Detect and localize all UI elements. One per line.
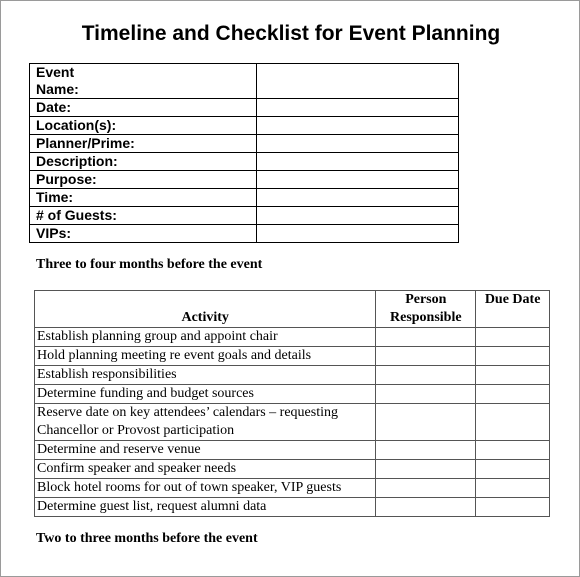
table-row (35, 328, 550, 347)
table-row (35, 460, 550, 479)
info-row-planner (30, 135, 459, 153)
event-info-table (29, 63, 459, 243)
info-row-guests (30, 207, 459, 225)
table-row (35, 385, 550, 404)
info-label-time: Time: (30, 189, 257, 207)
info-label-purpose: Purpose: (30, 171, 257, 189)
info-label-vips: VIPs: (30, 225, 257, 243)
person-responsible-cell[interactable] (376, 404, 476, 441)
table-row (35, 404, 550, 441)
due-date-cell[interactable] (476, 366, 550, 385)
person-responsible-cell[interactable] (376, 460, 476, 479)
activity-cell: Hold planning meeting re event goals and details (35, 347, 376, 366)
due-date-cell[interactable] (476, 441, 550, 460)
table-row (35, 366, 550, 385)
section-heading-two-to-three-months: Two to three months before the event (36, 531, 258, 546)
person-responsible-cell[interactable] (376, 328, 476, 347)
table-row (35, 441, 550, 460)
info-label-planner: Planner/Prime: (30, 135, 257, 153)
activity-cell: Determine and reserve venue (35, 441, 376, 460)
info-value-purpose[interactable] (257, 171, 459, 189)
info-value-planner[interactable] (257, 135, 459, 153)
column-header-activity: Activity (35, 291, 376, 328)
due-date-cell[interactable] (476, 479, 550, 498)
checklist-header-row (35, 291, 550, 328)
info-value-vips[interactable] (257, 225, 459, 243)
table-row (35, 498, 550, 517)
person-responsible-cell[interactable] (376, 366, 476, 385)
info-row-description (30, 153, 459, 171)
activity-cell: Confirm speaker and speaker needs (35, 460, 376, 479)
info-label-description: Description: (30, 153, 257, 171)
info-row-date (30, 99, 459, 117)
info-label-event-name (30, 64, 257, 99)
person-responsible-cell[interactable] (376, 347, 476, 366)
checklist-table (34, 290, 550, 517)
info-label-location: Location(s): (30, 117, 257, 135)
activity-cell: Reserve date on key attendees’ calendars – requesting Chancellor or Provost participation (35, 404, 376, 441)
info-value-description[interactable] (257, 153, 459, 171)
activity-cell: Determine guest list, request alumni data (35, 498, 376, 517)
document-title: Timeline and Checklist for Event Planning (81, 22, 501, 45)
person-responsible-text: Person Responsible (390, 292, 462, 325)
due-date-cell[interactable] (476, 404, 550, 441)
info-value-event-name[interactable] (257, 64, 459, 99)
info-value-date[interactable] (257, 99, 459, 117)
due-date-cell[interactable] (476, 347, 550, 366)
info-row-location (30, 117, 459, 135)
due-date-cell[interactable] (476, 498, 550, 517)
person-responsible-cell[interactable] (376, 498, 476, 517)
due-date-cell[interactable] (476, 385, 550, 404)
info-label-guests: # of Guests: (30, 207, 257, 225)
activity-cell: Determine funding and budget sources (35, 385, 376, 404)
activity-cell: Establish planning group and appoint chair (35, 328, 376, 347)
activity-cell: Block hotel rooms for out of town speaker, VIP guests (35, 479, 376, 498)
column-header-person-responsible (376, 291, 476, 328)
due-date-cell[interactable] (476, 460, 550, 479)
person-responsible-cell[interactable] (376, 385, 476, 404)
person-responsible-cell[interactable] (376, 441, 476, 460)
info-row-vips (30, 225, 459, 243)
person-responsible-cell[interactable] (376, 479, 476, 498)
info-row-time (30, 189, 459, 207)
section-heading-three-to-four-months: Three to four months before the event (36, 257, 263, 272)
info-row-purpose (30, 171, 459, 189)
info-value-location[interactable] (257, 117, 459, 135)
info-label-text: Event Name: (36, 64, 79, 97)
table-row (35, 347, 550, 366)
info-label-date: Date: (30, 99, 257, 117)
due-date-cell[interactable] (476, 328, 550, 347)
info-value-time[interactable] (257, 189, 459, 207)
info-value-guests[interactable] (257, 207, 459, 225)
activity-cell: Establish responsibilities (35, 366, 376, 385)
table-row (35, 479, 550, 498)
info-row-event-name (30, 64, 459, 99)
column-header-due-date: Due Date (476, 291, 550, 328)
